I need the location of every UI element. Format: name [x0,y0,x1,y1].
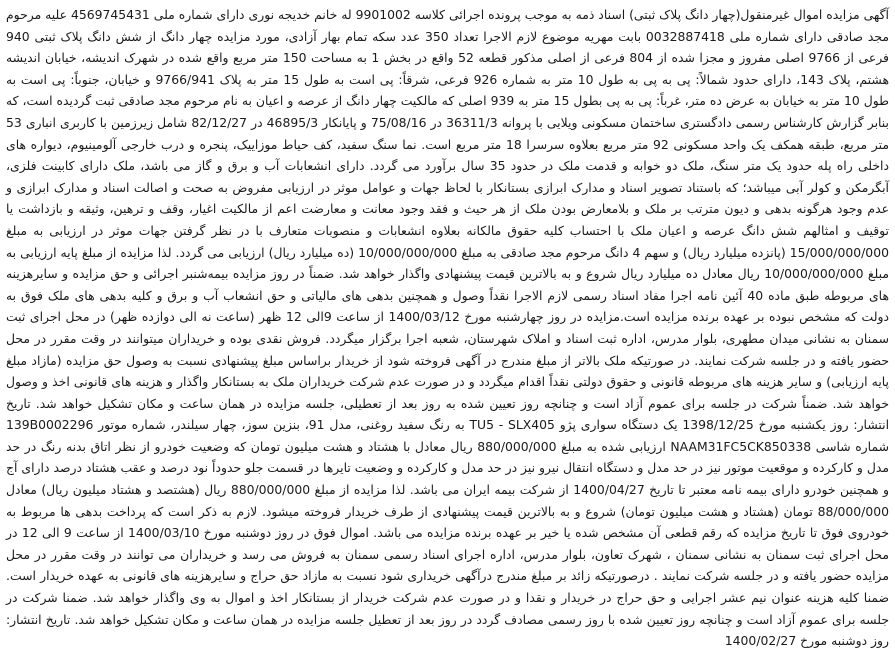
auction-notice-text: آگهی مزایده اموال غیرمنقول(چهار دانگ پلاک ثبتی) اسناد ذمه به موجب پرونده اجرائی کلاسه 9901002 له خانم خدیجه نوری دارای شماره ملی 4569745431 علیه مرحوم مجد صادقی دارای شماره ملی 0032887418 بابت مهریه موضوع لازم الاجرا تعداد 350 عدد سکه تمام بهار آزادی، مورد مزایده چهار دانگ از شش دانگ پلاک ثبتی 940 فرعی از 9766 اصلی مفروز و مجزا شده از 804 فرعی از اصلی مذکور قطعه 52 واقع در بخش 1 به مساحت 150 متر مربع واقع شده در شهرک اندیشه، خیابان اندیشه هشتم، پلاک 143، دارای حدود شمالاً: پی به پی به طول 10 متر به شماره 926 فرعی، شرقاً: پی است به طول 15 متر به پلاک 9766/941 و خیابان، جنوباً: پی است به طول 10 متر به خیابان به عرض ده متر، غرباً: پی به پی بطول 15 متر به 939 اصلی که مالکیت چهار دانگ از عرصه و اعیان به نام مرحوم مجد صادقی ثبت گردیده است، که بنابر گزارش کارشناس رسمی دادگستری ساختمان مسکونی ویلایی با پروانه 36311/3 در 75/08/16 و پایانکار 46895/3 در 82/12/27 شامل زیرزمین با کاربری انباری 53 متر مربع، طبقه همکف یک واحد مسکونی 92 متر مربع بعلاوه سرسرا 18 متر مربع است. نما سنگ سفید، کف حیاط موزاییک، پنجره و درب خارجی آلومینیوم، دیواره های داخلی راه پله حدود یک متر سنگ، ملک دو خوابه و قدمت ملک در حدود 35 سال برآورد می گردد. دارای انشعابات آب و برق و گاز می باشد، ملک دارای کابینت فلزی، آبگرمکن و کولر آبی میباشد؛ که باستناد تصویر اسناد و مدارک ابرازی بستانکار با لحاظ جهات و عوامل موثر در ارزیابی مفروض به صحت و اصالت اسناد و مدارک ابرازی و عدم وجود هرگونه بدهی و دیون مترتب بر ملک و بلامعارض بودن ملک از هر حیث و فقد وجود معانت و معارضت اعم از مالکیت اغیار، وقف و ترهین، وثیقه و بازداشت یا توقیف و امثالهم شش دانگ عرصه و اعیان ملک با احتساب کلیه حقوق مالکانه بعلاوه انشعابات و منصوبات متعارف با در نظر گرفتن جهات موثر در ارزیابی به مبلغ 15/000/000/000 (پانزده میلیارد ریال) و سهم 4 دانگ مرحوم مجد صادقی به مبلغ 10/000/000/000 (ده میلیارد ریال) ارزیابی می گردد. لذا مزایده از مبلغ پایه ارزیابی به مبلغ 10/000/000/000 ریال معادل ده میلیارد ریال شروع و به بالاترین قیمت پیشنهادی واگذار خواهد شد. ضمناً در روز مزایده بیمه‌شنبر اجرائی و حق مزایده و سایرهزینه های مربوطه طبق ماده 40 آئین نامه اجرا مفاد اسناد رسمی لازم الاجرا نقداً وصول و همچنین بدهی های مالیاتی و حق انشعاب آب و برق و کلیه بدهی های ملک فوق به دولت که مشخص نبوده بر عهده برنده مزایده است.مزایده در روز چهارشنبه مورخ 1400/03/12 از ساعت 9الی 12 ظهر (ساعت نه الی دوازده ظهر) در محل اجرای ثبت سمنان به نشانی میدان مطهری، بلوار مدرس، اداره ثبت اسناد و املاک شهرستان، شعبه اجرا برگزار میگردد. فروش نقدی بوده و خریداران میتوانند در وقت مقرر در محل حضور یافته و در جلسه شرکت نمایند. در صورتیکه ملک بالاتر از مبلغ مندرج در آگهی فروخته شود از خریدار براساس مبلغ پیشنهادی نسبت به وصول حق مزایده (مازاد مبلغ پایه ارزیابی) و سایر هزینه های مربوطه قانونی و حقوق دولتی نقداً اقدام میگردد و در صورت عدم شرکت خریداران ملک به بستانکار واگذار و هزینه های قانونی اخذ و وصول خواهد شد. ضمناً شرکت در جلسه برای عموم آزاد است و چنانچه روز تعیین شده به روز بعد از تعطیلی، جلسه مزایده در همان ساعت و مکان تشکیل خواهد شد. تاریخ انتشار: روز یکشنبه مورخ 1398/12/25 یک دستگاه سواری پژو TU5 - SLX405 به رنگ سفید روغنی، مدل 91، بنزین سوز، چهار سیلندر، شماره موتور 139B0002296 شماره شاسی NAAM31FC5CK850338 ارزیابی شده به مبلغ 880/000/000 ریال معادل با هشتاد و هشت میلیون تومان که وضعیت خودرو از نظر اتاق بدنه رنگ در حد مدل و کارکرده و موقعیت موتور نیز در حد مدل و دستگاه انتقال نیرو نیز در حد مدل و کارکرده و وضعیت تایرها در قسمت جلو حدوداً نود درصد و عقب هشتاد درصد دارای آج و همچنین خودرو دارای بیمه نامه معتبر تا تاریخ 1400/04/27 از شرکت بیمه ایران می باشد. لذا مزایده از مبلغ 880/000/000 ریال (هشتصد و هشتاد میلیون ریال) معادل 88/000/000 تومان (هشتاد و هشت میلیون تومان) شروع و به بالاترین قیمت پیشنهادی از طرف خریدار فروخته میشود. لازم به ذکر است که پرداخت بدهی ها مربوط به خودروی فوق تا تاریخ مزایده که رقم قطعی آن مشخص شده یا خیر بر عهده برنده مزایده می باشد. اموال فوق در روز دوشنبه مورخ 1400/03/10 از ساعت 9 الی 12 در محل اجرای ثبت سمنان به نشانی سمنان ، شهرک تعاون، بلوار مدرس، اداره اجرای اسناد رسمی سمنان به فروش می رسد و خریداران می توانند در وقت مقرر در محل مزایده حضور یافته و در جلسه شرکت نمایند . درصورتیکه زائد بر مبلغ مندرج درآگهی خریداری شود نسبت به مازاد حق حراج و سایرهزینه های قانونی به عهده خریدار است. ضمنا کلیه هزینه عنوان نیم عشر اجرایی و حق حراج در خریدار و نقدا و در صورت عدم شرکت خریدار از بستانکار اخذ و اموال به وی واگذار خواهد شد. ضمنا شرکت در جلسه برای عموم آزاد است و چنانچه روز تعیین شده با روز رسمی مصادف گردد در روز بعد از تعطیل جلسه مزایده در همان ساعت و مکان تشکیل خواهد شد. تاریخ انتشار: روز دوشنبه مورخ 1400/02/27 [6,7,890,649]
